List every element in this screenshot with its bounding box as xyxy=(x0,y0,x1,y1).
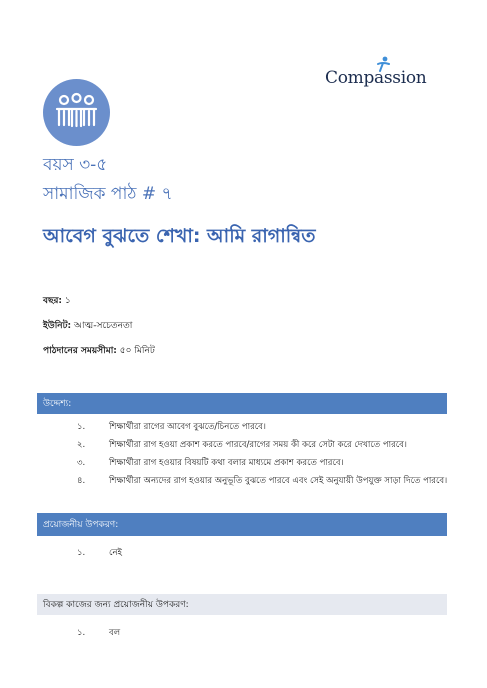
children-group-icon xyxy=(43,79,110,146)
objectives-heading: উদ্দেশ্য: xyxy=(37,393,447,414)
list-item: ২. শিক্ষার্থীরা রাগ হওয়া প্রকাশ করতে পারবে/রাগের সময় কী করে সেটা করে দেখাতে পারবে। xyxy=(77,440,407,450)
age-range: বয়স ৩-৫ xyxy=(43,155,108,175)
alt-materials-list xyxy=(43,626,120,644)
meta-unit xyxy=(43,318,132,333)
unit-label: ইউনিট: xyxy=(43,321,72,331)
year-value: ১ xyxy=(64,296,71,306)
alt-materials-heading: বিকল্প কাজের জন্য প্রয়োজনীয় উপকরণ: xyxy=(37,594,447,615)
materials-heading: প্রয়োজনীয় উপকরণ: xyxy=(37,513,447,536)
lesson-number: সামাজিক পাঠ # ৭ xyxy=(43,184,173,204)
meta-year xyxy=(43,293,71,308)
page-title: আবেগ বুঝতে শেখা: আমি রাগান্বিত xyxy=(43,225,316,247)
unit-value: আত্ম-সচেতনতা xyxy=(74,321,133,331)
year-label: বছর: xyxy=(43,296,63,306)
compassion-logo xyxy=(325,56,435,88)
materials-list xyxy=(43,546,122,564)
list-item: ৩. শিক্ষার্থীরা রাগ হওয়ার বিষয়টি কথা বলার মাধ্যমে প্রকাশ করতে পারবে। xyxy=(77,458,344,468)
list-item: ১. শিক্ষার্থীরা রাগের আবেগ বুঝতে/চিনতে পারবে। xyxy=(77,422,266,432)
list-item: ১. নেই xyxy=(77,548,122,558)
list-item: ৪. শিক্ষার্থীরা অন্যদের রাগ হওয়ার অনুভূতি বুঝতে পারবে এবং সেই অনুযায়ী উপযুক্ত সাড়া দিতে পারবে। xyxy=(77,476,448,486)
brand-name: Compassion xyxy=(325,68,427,88)
objectives-list xyxy=(43,420,447,492)
time-label: পাঠদানের সময়সীমা: xyxy=(43,346,117,356)
meta-time xyxy=(43,343,155,358)
list-item: ১. বল xyxy=(77,628,121,638)
time-value: ৫০ মিনিট xyxy=(119,346,155,356)
